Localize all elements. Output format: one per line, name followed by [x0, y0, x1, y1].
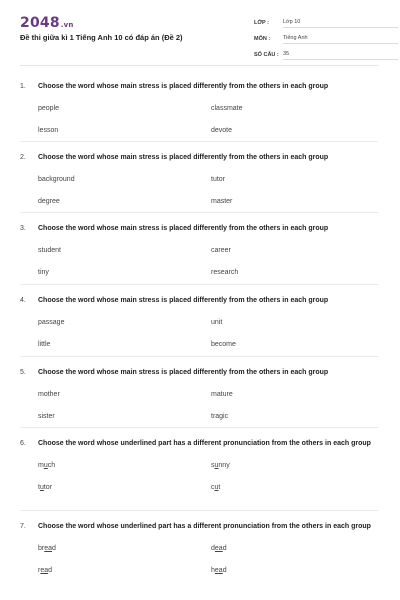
answer-option[interactable]: degree: [38, 198, 60, 205]
meta-question-count: SỐ CÂU : 35: [254, 46, 398, 60]
question-number: 1.: [20, 83, 26, 90]
underlined-part: ea: [40, 567, 49, 574]
answer-option[interactable]: much: [38, 462, 56, 469]
answer-option[interactable]: cut: [211, 484, 221, 491]
exam-meta: [254, 14, 398, 62]
question-1: [20, 80, 378, 134]
question-number: 4.: [20, 297, 26, 304]
question-5: [20, 366, 378, 420]
question-text: Choose the word whose main stress is placed differently from the others in each group: [38, 369, 329, 376]
question-divider: [20, 284, 378, 285]
question-text: Choose the word whose underlined part has a different pronunciation from the others in each group: [38, 523, 371, 530]
answer-option[interactable]: tiny: [38, 269, 49, 276]
answer-option[interactable]: tragic: [211, 413, 229, 420]
question-number: 7.: [20, 523, 26, 530]
answer-option[interactable]: sister: [38, 413, 55, 420]
answer-option[interactable]: lesson: [38, 127, 59, 134]
question-number: 5.: [20, 369, 26, 376]
answer-option[interactable]: people: [38, 105, 60, 112]
question-4: [20, 294, 378, 348]
underlined-part: u: [214, 484, 219, 491]
question-prompt: [20, 222, 378, 235]
answer-option[interactable]: mother: [38, 391, 60, 398]
answer-option[interactable]: master: [211, 198, 233, 205]
answer-option[interactable]: head: [211, 567, 227, 574]
exam-header: [20, 0, 378, 66]
answer-option[interactable]: career: [211, 247, 231, 254]
answer-option[interactable]: bread: [38, 545, 56, 552]
question-prompt: [20, 520, 378, 533]
question-number: 2.: [20, 154, 26, 161]
question-divider: [20, 356, 378, 357]
question-number: 3.: [20, 225, 26, 232]
underlined-part: ea: [44, 545, 53, 552]
answer-option[interactable]: become: [211, 341, 236, 348]
question-prompt: [20, 294, 378, 307]
question-text: Choose the word whose main stress is placed differently from the others in each group: [38, 225, 329, 232]
question-prompt: [20, 366, 378, 379]
underlined-part: ea: [214, 545, 223, 552]
answer-option[interactable]: classmate: [211, 105, 243, 112]
question-text: Choose the word whose main stress is placed differently from the others in each group: [38, 297, 329, 304]
underlined-part: u: [39, 484, 44, 491]
answer-option[interactable]: background: [38, 176, 75, 183]
answer-option[interactable]: student: [38, 247, 61, 254]
question-text: Choose the word whose main stress is placed differently from the others in each group: [38, 154, 329, 161]
underlined-part: u: [214, 462, 219, 469]
answer-option[interactable]: passage: [38, 319, 65, 326]
question-divider: [20, 427, 378, 428]
question-prompt: [20, 80, 378, 93]
question-divider: [20, 212, 378, 213]
question-6: [20, 437, 378, 491]
answer-option[interactable]: research: [211, 269, 239, 276]
question-divider: [20, 510, 378, 511]
question-prompt: [20, 151, 378, 164]
answer-option[interactable]: read: [38, 567, 53, 574]
meta-subject: MÔN : Tiếng Anh: [254, 30, 398, 44]
question-text: Choose the word whose underlined part has a different pronunciation from the others in each group: [38, 440, 371, 447]
question-number: 6.: [20, 440, 26, 447]
question-text: Choose the word whose main stress is placed differently from the others in each group: [38, 83, 329, 90]
question-prompt: [20, 437, 378, 450]
answer-option[interactable]: devote: [211, 127, 233, 134]
answer-option[interactable]: sunny: [211, 462, 230, 469]
answer-option[interactable]: tutor: [211, 176, 226, 183]
underlined-part: u: [43, 462, 48, 469]
exam-title: Đề thi giữa kì 1 Tiếng Anh 10 có đáp án (Đề 2): [20, 33, 183, 42]
answer-option[interactable]: little: [38, 341, 51, 348]
answer-option[interactable]: tutor: [38, 484, 53, 491]
meta-class: LỚP : Lớp 10: [254, 14, 398, 28]
question-divider: [20, 141, 378, 142]
site-logo[interactable]: 2048.vn: [20, 15, 74, 31]
question-7: [20, 520, 378, 574]
answer-option[interactable]: unit: [211, 319, 223, 326]
question-3: [20, 222, 378, 276]
answer-option[interactable]: dead: [211, 545, 227, 552]
question-2: [20, 151, 378, 205]
underlined-part: ea: [214, 567, 223, 574]
answer-option[interactable]: mature: [211, 391, 233, 398]
